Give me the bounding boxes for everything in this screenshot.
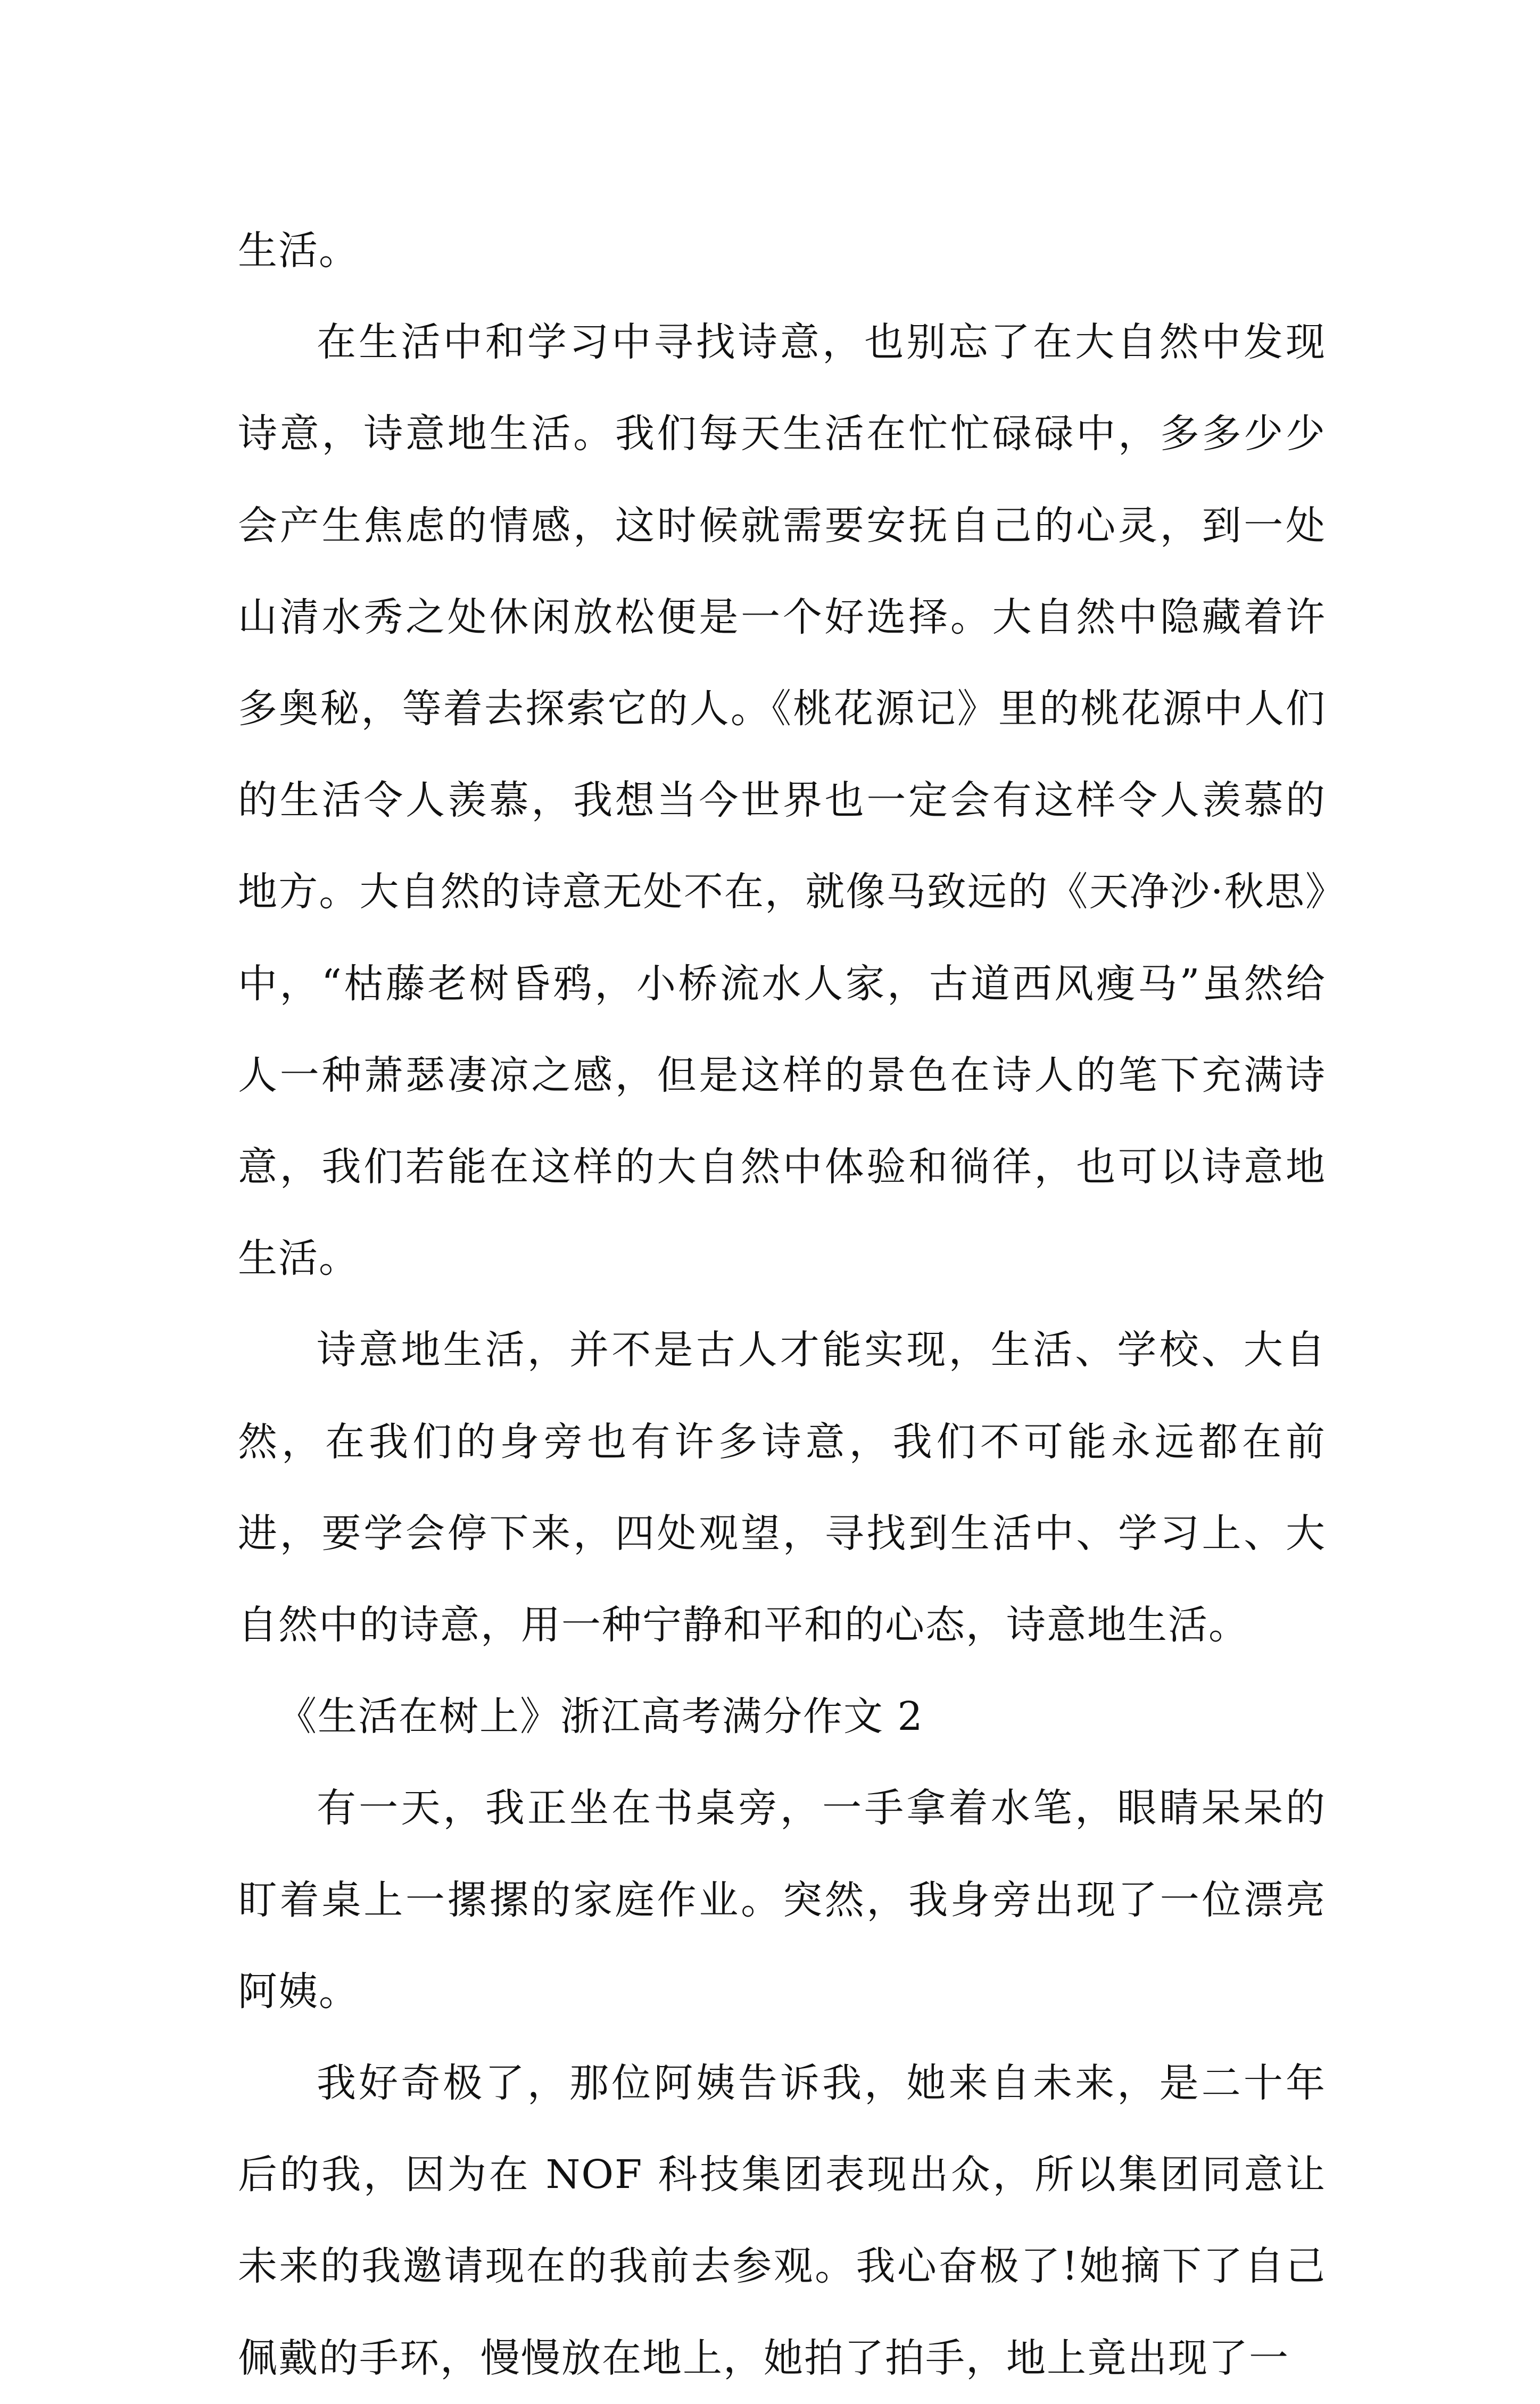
paragraph-conclusion: 诗意地生活，并不是古人才能实现，生活、学校、大自然，在我们的身旁也有许多诗意，我们不可能永远都在前进，要学会停下来，四处观望，寻找到生活中、学习上、大自然中的诗意，用一种宁静和平和的心态，诗意地生活。 [238, 1327, 1326, 1648]
document-body [238, 205, 1326, 2404]
paragraph-continuation: 生活。 [238, 228, 359, 273]
paragraph-story-future: 我好奇极了，那位阿姨告诉我，她来自未来，是二十年后的我，因为在 NOF 科技集团表现出众，所以集团同意让未来的我邀请现在的我前去参观。我心奋极了!她摘下了自己佩戴的手环，慢慢放在地上，她拍了拍手，地上竟出现了一 [238, 2060, 1326, 2381]
paragraph-story-opening: 有一天，我正坐在书桌旁，一手拿着水笔，眼睛呆呆的盯着桌上一摞摞的家庭作业。突然，我身旁出现了一位漂亮阿姨。 [238, 1785, 1326, 2015]
essay-heading: 《生活在树上》浙江高考满分作文 2 [277, 1694, 924, 1740]
paragraph-nature-poetry: 在生活中和学习中寻找诗意，也别忘了在大自然中发现诗意，诗意地生活。我们每天生活在忙忙碌碌中，多多少少会产生焦虑的情感，这时候就需要安抚自己的心灵，到一处山清水秀之处休闲放松便是一个好选择。大自然中隐藏着许多奥秘，等着去探索它的人。《桃花源记》里的桃花源中人们的生活令人羡慕，我想当今世界也一定会有这样令人羡慕的地方。大自然的诗意无处不在，就像马致远的《天净沙·秋思》中，“枯藤老树昏鸦，小桥流水人家，古道西风瘦马”虽然给人一种萧瑟凄凉之感，但是这样的景色在诗人的笔下充满诗意，我们若能在这样的大自然中体验和徜徉，也可以诗意地生活。 [238, 319, 1326, 1282]
